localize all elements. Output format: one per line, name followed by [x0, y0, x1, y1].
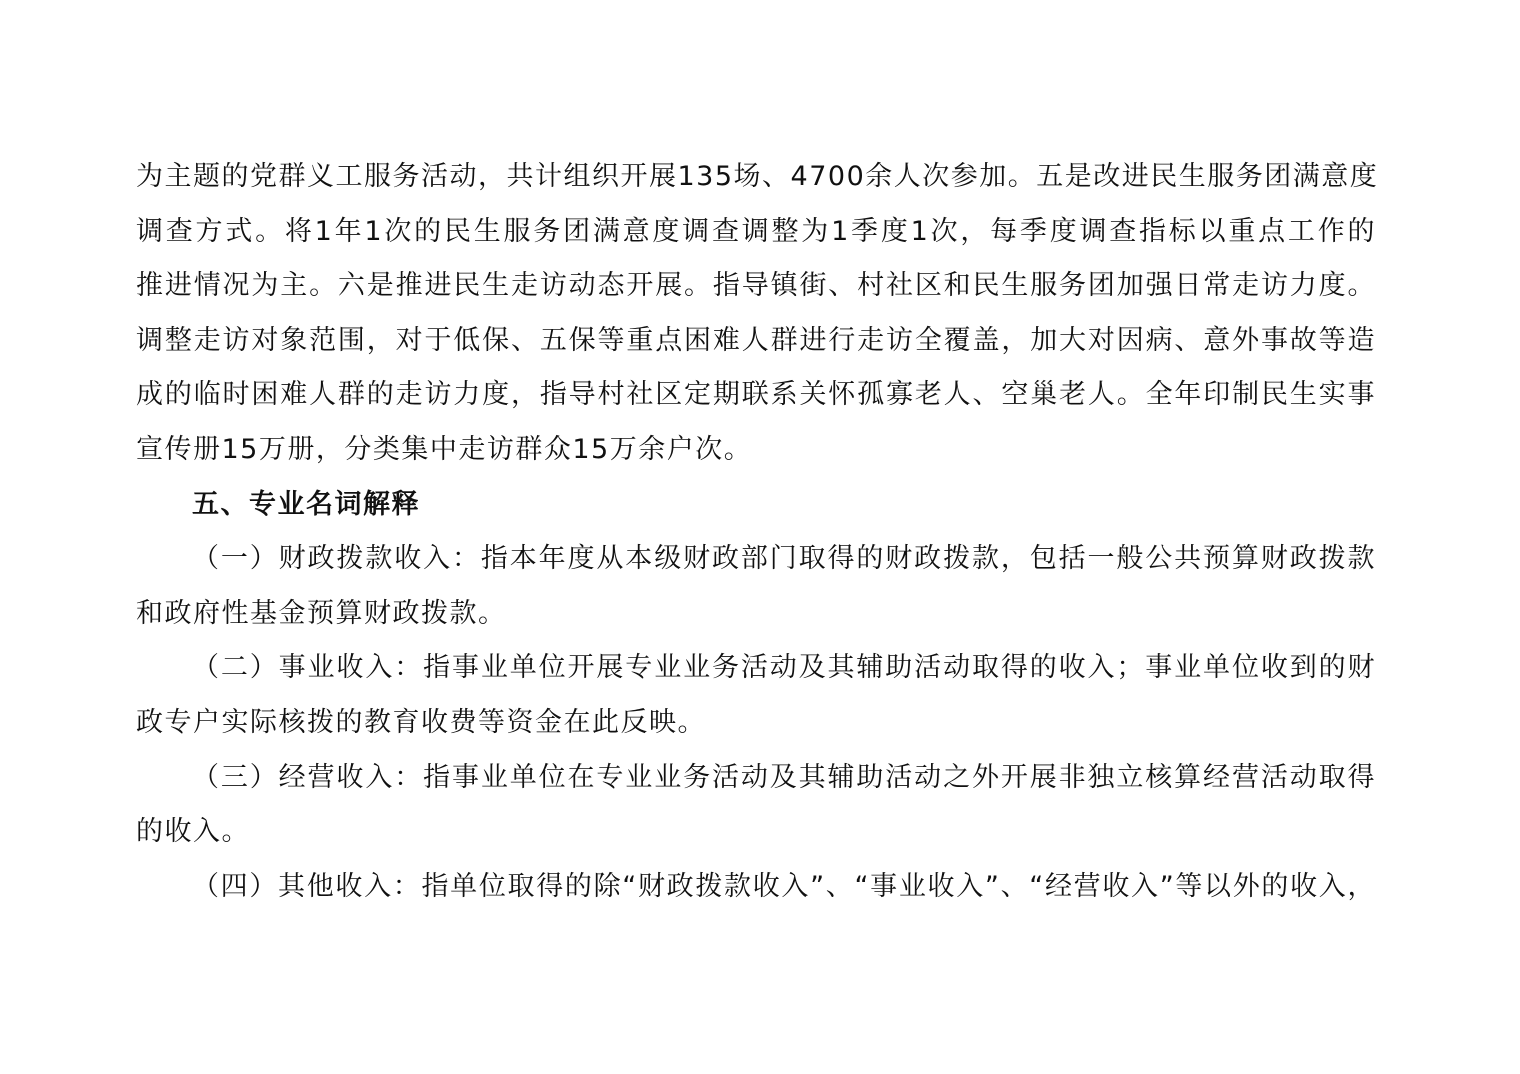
- text-line: （三）经营收入：指事业单位在专业业务活动及其辅助活动之外开展非独立核算经营活动取得: [192, 761, 1376, 793]
- text-line: 为主题的党群义工服务活动，共计组织开展135场、4700余人次参加。五是改进民生服务团满意度: [136, 161, 1379, 192]
- definition-item-business-income: [136, 641, 1376, 750]
- text-line: 调整走访对象范围，对于低保、五保等重点困难人群进行走访全覆盖，加大对因病、意外事故等造: [136, 324, 1376, 356]
- text-line: 调查方式。将1年1次的民生服务团满意度调查调整为1季度1次，每季度调查指标以重点工作的: [136, 215, 1376, 247]
- definition-item-fiscal-appropriation: [136, 532, 1376, 641]
- text-line: 推进情况为主。六是推进民生走访动态开展。指导镇街、村社区和民生服务团加强日常走访力度。: [136, 270, 1376, 302]
- text-line: 宣传册15万册，分类集中走访群众15万余户次。: [136, 433, 753, 465]
- text-line: （二）事业收入：指事业单位开展专业业务活动及其辅助活动取得的收入；事业单位收到的财: [192, 652, 1376, 684]
- text-line: （一）财政拨款收入：指本年度从本级财政部门取得的财政拨款，包括一般公共预算财政拨款: [192, 543, 1376, 575]
- text-line: 政专户实际核拨的教育收费等资金在此反映。: [136, 706, 706, 738]
- definition-item-operating-income: [136, 751, 1376, 860]
- text-line: （四）其他收入：指单位取得的除“财政拨款收入”、“事业收入”、“经营收入”等以外的收入，: [192, 870, 1376, 902]
- section-heading: 五、专业名词解释: [192, 488, 420, 520]
- definition-item-other-income: [136, 860, 1376, 915]
- paragraph-civic-services: [136, 150, 1379, 478]
- text-line: 和政府性基金预算财政拨款。: [136, 597, 507, 629]
- text-line: 成的临时困难人群的走访力度，指导村社区定期联系关怀孤寡老人、空巢老人。全年印制民生实事: [136, 379, 1376, 411]
- document-body: [136, 150, 1379, 914]
- text-line: 的收入。: [136, 816, 250, 848]
